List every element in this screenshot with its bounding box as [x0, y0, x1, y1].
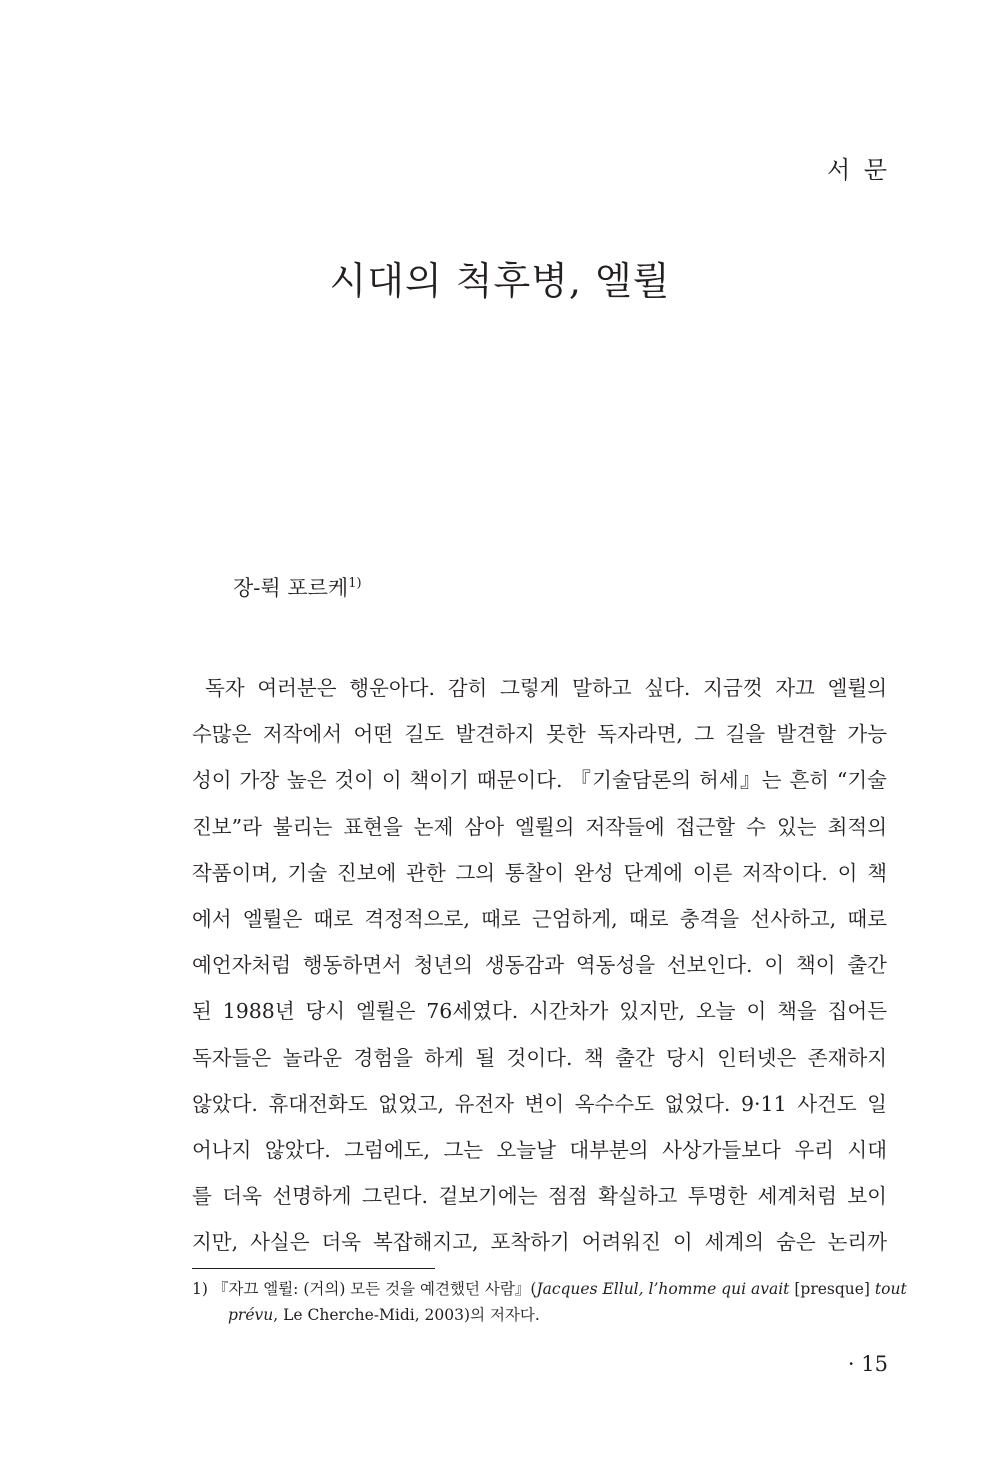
footnote-paren: (: [530, 1280, 537, 1298]
body-line: 않았다. 휴대전화도 없었고, 유전자 변이 옥수수도 없었다. 9·11 사건도 일: [192, 1091, 887, 1116]
footnote-korean-title: 『자끄 엘륄: (거의) 모든 것을 예견했던 사람』: [212, 1280, 531, 1298]
chapter-title: 시대의 척후병, 엘륄: [329, 259, 671, 303]
body-line: 어나지 않았다. 그럼에도, 그는 오늘날 대부분의 사상가들보다 우리 시대: [192, 1137, 887, 1162]
footnote-original-title: Jacques Ellul, l’homme qui avait: [536, 1280, 790, 1298]
author-byline: [233, 572, 362, 602]
body-line: 작품이며, 기술 진보에 관한 그의 통찰이 완성 단계에 이른 저작이다. 이 책: [192, 860, 887, 885]
body-line: 진보”라 불리는 표현을 논제 삼아 엘륄의 저작들에 접근할 수 있는 최적의: [192, 814, 887, 839]
footnote: [192, 1276, 907, 1328]
footnote-publisher: , Le Cherche-Midi, 2003): [273, 1306, 471, 1324]
body-line: 된 1988년 당시 엘륄은 76세였다. 시간차가 있지만, 오늘 이 책을 집어든: [192, 999, 887, 1024]
section-label: 서 문: [827, 156, 890, 184]
body-line: 를 더욱 선명하게 그린다. 겉보기에는 점점 확실하고 투명한 세계처럼 보이: [192, 1184, 887, 1209]
body-line: 독자 여러분은 행운아다. 감히 그렇게 말하고 싶다. 지금껏 자끄 엘륄의: [205, 676, 887, 700]
author-name: 장-뤽 포르케: [233, 576, 349, 600]
footnote-suffix: 의 저자다.: [470, 1306, 540, 1324]
footnote-title-end: tout: [874, 1280, 907, 1298]
footnote-bracket: [presque]: [794, 1280, 870, 1298]
page-number: · 15: [847, 1352, 888, 1376]
footnote-line: [192, 1276, 907, 1302]
footnote-reference[interactable]: 1): [348, 576, 362, 591]
footnote-line: [192, 1302, 887, 1328]
footnote-title-cont: prévu: [228, 1306, 274, 1324]
body-line: 예언자처럼 행동하면서 청년의 생동감과 역동성을 선보인다. 이 책이 출간: [192, 953, 887, 978]
body-line: 지만, 사실은 더욱 복잡해지고, 포착하기 어려워진 이 세계의 숨은 논리까: [192, 1230, 887, 1255]
footnote-marker: 1): [192, 1280, 208, 1298]
body-line: 성이 가장 높은 것이 이 책이기 때문이다. 『기술담론의 허세』는 흔히 “기술: [192, 768, 887, 793]
footnote-divider: [192, 1268, 435, 1269]
body-line: 독자들은 놀라운 경험을 하게 될 것이다. 책 출간 당시 인터넷은 존재하지: [192, 1045, 887, 1070]
body-paragraph: [192, 668, 887, 1268]
body-line: 수많은 저작에서 어떤 길도 발견하지 못한 독자라면, 그 길을 발견할 가능: [192, 722, 887, 747]
body-line: 에서 엘륄은 때로 격정적으로, 때로 근엄하게, 때로 충격을 선사하고, 때로: [192, 906, 887, 931]
